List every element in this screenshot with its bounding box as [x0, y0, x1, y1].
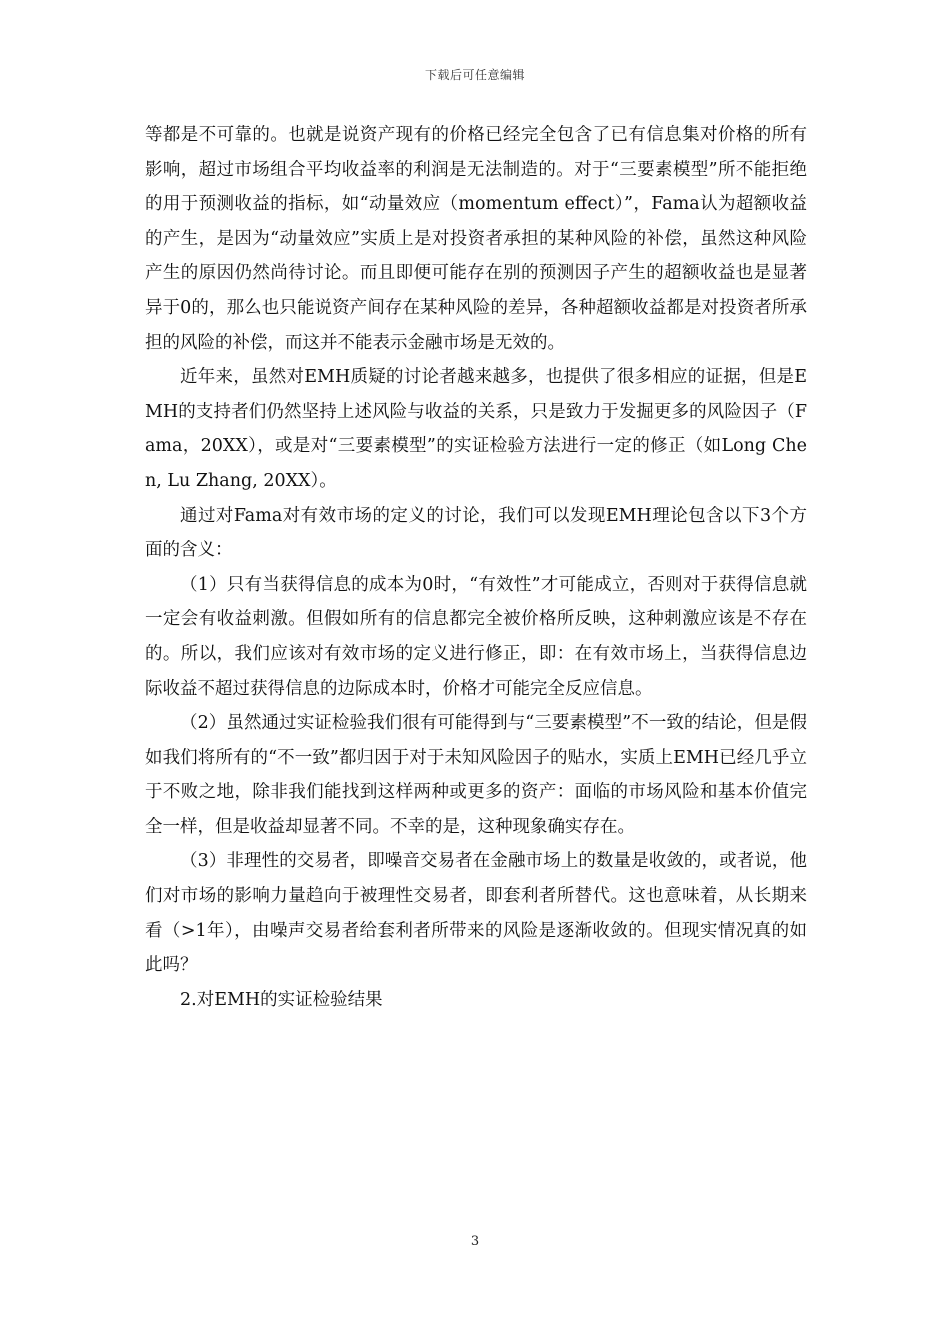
- body-text: [145, 118, 807, 1017]
- paragraph-emh-implications-intro: 通过对Fama对有效市场的定义的讨论，我们可以发现EMH理论包含以下3个方面的含义：: [145, 505, 807, 561]
- paragraph-emh-debate: 近年来，虽然对EMH质疑的讨论者越来越多，也提供了很多相应的证据，但是EMH的支持者们仍然坚持上述风险与收益的关系，只是致力于发掘更多的风险因子（Fama，20XX），或是对“三要素模型”的实证检验方法进行一定的修正（如Long Chen, Lu Zhang, 20XX）。: [145, 367, 807, 491]
- paragraph-implication-1: （1）只有当获得信息的成本为0时，“有效性”才可能成立，否则对于获得信息就一定会有收益刺激。但假如所有的信息都完全被价格所反映，这种刺激应该是不存在的。所以，我们应该对有效市场的定义进行修正，即：在有效市场上，当获得信息边际收益不超过获得信息的边际成本时，价格才可能完全反应信息。: [145, 574, 807, 699]
- paragraph-implication-3: （3）非理性的交易者，即噪音交易者在金融市场上的数量是收敛的，或者说，他们对市场的影响力量趋向于被理性交易者，即套利者所替代。这也意味着，从长期来看（>1年），由噪声交易者给套利者所带来的风险是逐渐收敛的。但现实情况真的如此吗？: [145, 851, 807, 976]
- section-heading: 2.对EMH的实证检验结果: [180, 989, 383, 1010]
- paragraph-continuation: 等都是不可靠的。也就是说资产现有的价格已经完全包含了已有信息集对价格的所有影响，超过市场组合平均收益率的利润是无法制造的。对于“三要素模型”所不能拒绝的用于预测收益的指标，如“动量效应（momentum effect）”，Fama认为超额收益的产生，是因为“动量效应”实质上是对投资者承担的某种风险的补偿，虽然这种风险产生的原因仍然尚待讨论。而且即便可能存在别的预测因子产生的超额收益也是显著异于0的，那么也只能说资产间存在某种风险的差异，各种超额收益都是对投资者所承担的风险的补偿，而这并不能表示金融市场是无效的。: [145, 125, 807, 353]
- page-number: 3: [470, 1234, 480, 1249]
- page-header: 下载后可任意编辑: [424, 68, 525, 82]
- paragraph-implication-2: （2）虽然通过实证检验我们很有可能得到与“三要素模型”不一致的结论，但是假如我们将所有的“不一致”都归因于对于未知风险因子的贴水，实质上EMH已经几乎立于不败之地，除非我们能找到这样两种或更多的资产：面临的市场风险和基本价值完全一样，但是收益却显著不同。不幸的是，这种现象确实存在。: [145, 713, 807, 837]
